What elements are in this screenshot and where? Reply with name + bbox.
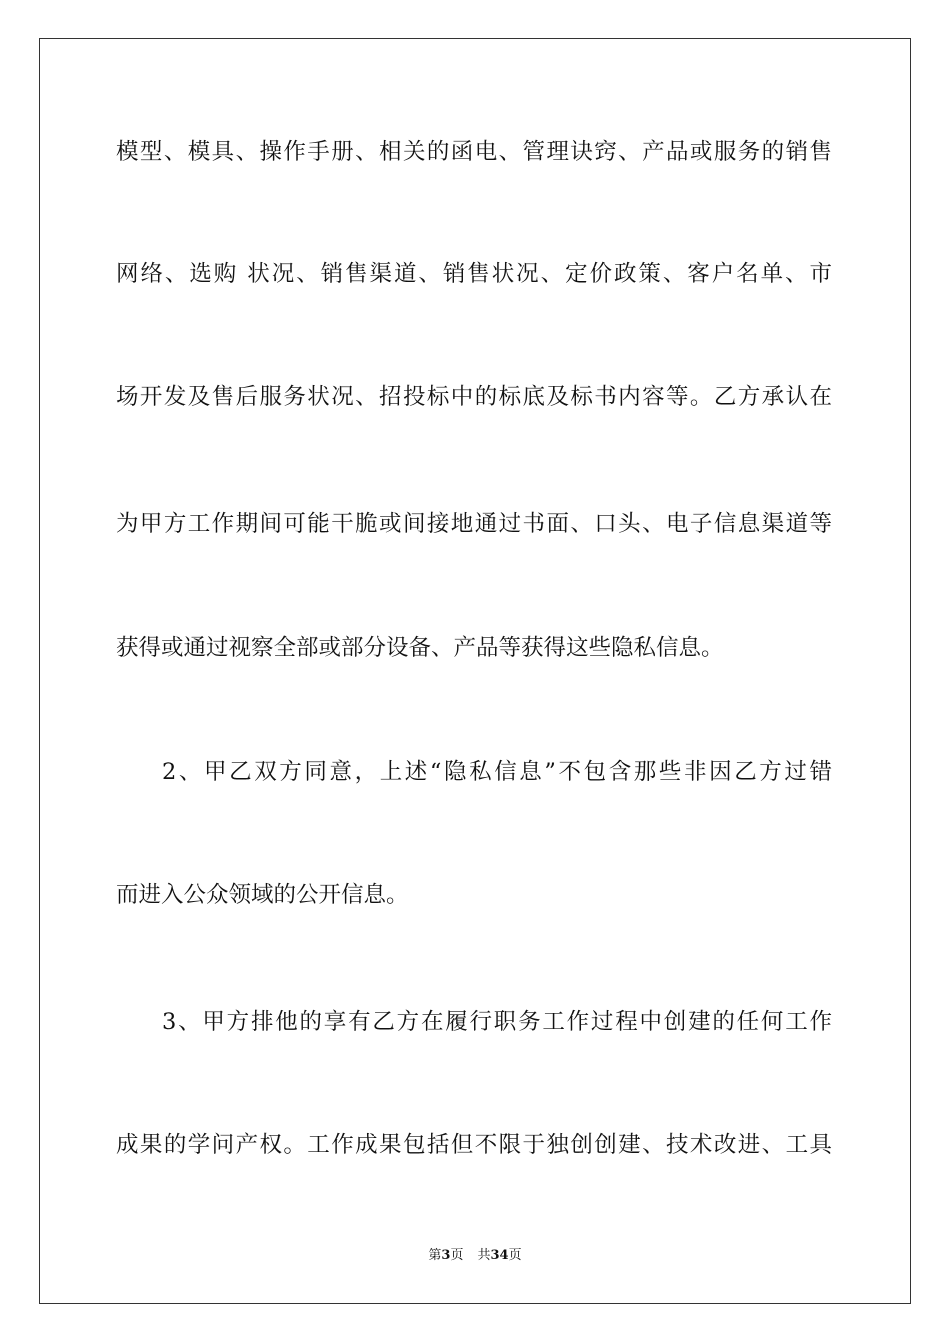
page-footer xyxy=(0,1247,950,1265)
page-label-prefix: 第 xyxy=(428,1248,442,1263)
total-label-suffix: 页 xyxy=(508,1248,522,1263)
body-text-line: 网络、选购 状况、销售渠道、销售状况、定价政策、客户名单、市 xyxy=(116,261,832,287)
body-text-line: 为甲方工作期间可能干脆或间接地通过书面、口头、电子信息渠道等 xyxy=(116,511,832,537)
page-label-suffix: 页 xyxy=(450,1248,464,1263)
body-text-line: 模型、模具、操作手册、相关的函电、管理诀窍、产品或服务的销售 xyxy=(116,139,832,165)
body-text-line: 而进入公众领域的公开信息。 xyxy=(116,882,409,908)
paragraph-3-first-line: 3、甲方排他的享有乙方在履行职务工作过程中创建的任何工作 xyxy=(162,1009,832,1035)
paragraph-2-first-line: 2、甲乙双方同意，上述“隐私信息”不包含那些非因乙方过错 xyxy=(162,759,832,785)
page-number: 3 xyxy=(441,1248,451,1263)
body-text-line: 场开发及售后服务状况、招投标中的标底及标书内容等。乙方承认在 xyxy=(116,384,832,410)
total-label-prefix: 共 xyxy=(477,1248,491,1263)
body-text-line: 获得或通过视察全部或部分设备、产品等获得这些隐私信息。 xyxy=(116,635,724,661)
body-text-line: 成果的学问产权。工作成果包括但不限于独创创建、技术改进、工具 xyxy=(116,1132,832,1158)
total-pages: 34 xyxy=(490,1248,509,1263)
page-border xyxy=(39,38,911,1304)
